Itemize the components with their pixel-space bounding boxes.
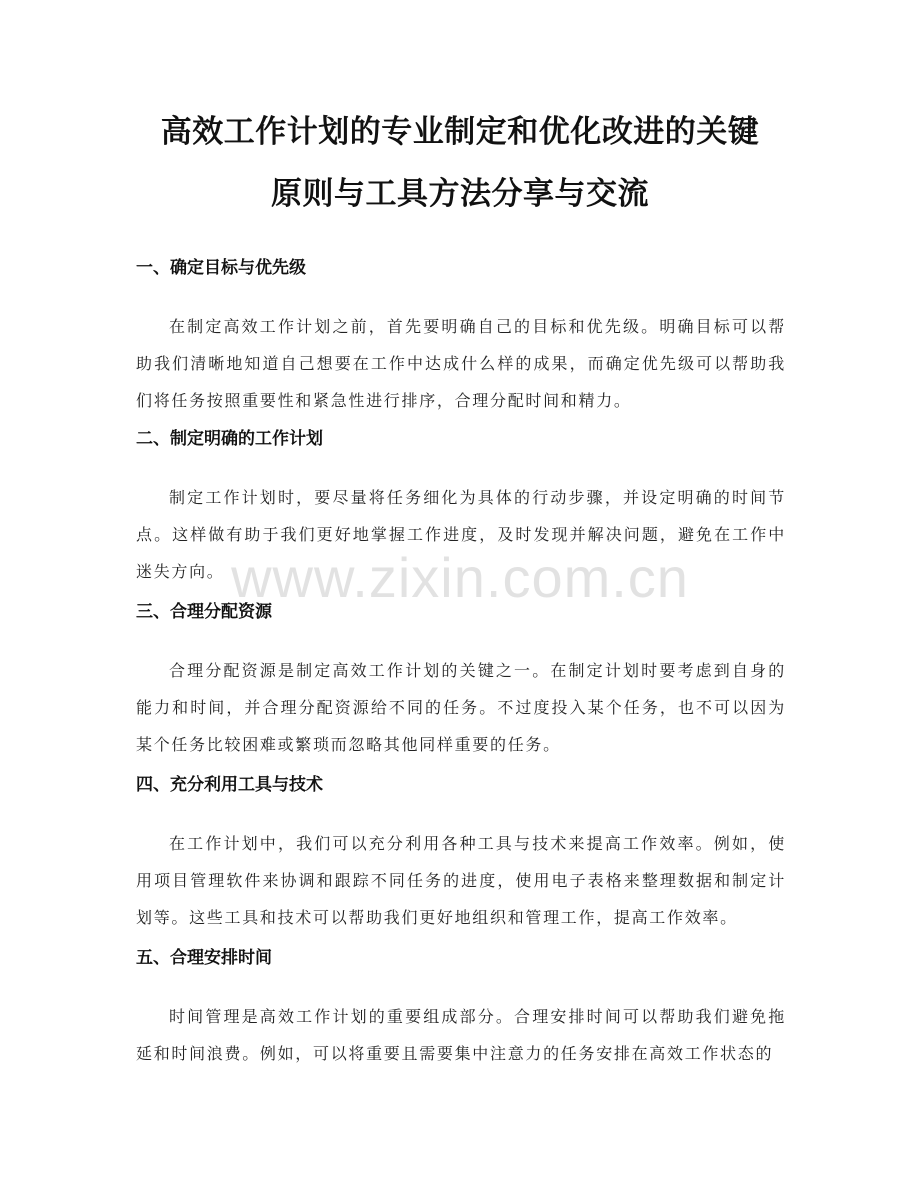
section-heading: 二、制定明确的工作计划 — [136, 429, 323, 449]
section-2 — [136, 427, 786, 590]
section-4 — [136, 773, 786, 936]
section-paragraph: 合理分配资源是制定高效工作计划的关键之一。在制定计划时要考虑到自身的能力和时间，并合理分配资源给不同的任务。不过度投入某个任务，也不可以因为某个任务比较困难或繁琐而忽略其他同样重要的任务。 — [136, 661, 786, 754]
section-paragraph: 制定工作计划时，要尽量将任务细化为具体的行动步骤，并设定明确的时间节点。这样做有助于我们更好地掌握工作进度，及时发现并解决问题，避免在工作中迷失方向。 — [136, 488, 786, 581]
document-title — [100, 101, 820, 225]
section-paragraph: 在制定高效工作计划之前，首先要明确自己的目标和优先级。明确目标可以帮助我们清晰地知道自己想要在工作中达成什么样的成果，而确定优先级可以帮助我们将任务按照重要性和紧急性进行排序，合理分配时间和精力。 — [136, 317, 786, 410]
section-heading: 三、合理分配资源 — [136, 602, 272, 622]
section-3 — [136, 600, 786, 763]
section-heading: 四、充分利用工具与技术 — [136, 775, 323, 795]
watermark: www.zixin.com.cn — [231, 546, 689, 609]
title-line-2: 原则与工具方法分享与交流 — [271, 176, 649, 212]
title-line-1: 高效工作计划的专业制定和优化改进的关键 — [160, 114, 760, 150]
section-heading: 一、确定目标与优先级 — [136, 258, 306, 278]
section-paragraph: 时间管理是高效工作计划的重要组成部分。合理安排时间可以帮助我们避免拖延和时间浪费。例如，可以将重要且需要集中注意力的任务安排在高效工作状态的 — [136, 1007, 786, 1063]
section-heading: 五、合理安排时间 — [136, 948, 272, 968]
section-paragraph: 在工作计划中，我们可以充分利用各种工具与技术来提高工作效率。例如，使用项目管理软件来协调和跟踪不同任务的进度，使用电子表格来整理数据和制定计划等。这些工具和技术可以帮助我们更好地组织和管理工作，提高工作效率。 — [136, 834, 786, 927]
section-5 — [136, 946, 786, 1072]
section-1 — [136, 256, 786, 419]
